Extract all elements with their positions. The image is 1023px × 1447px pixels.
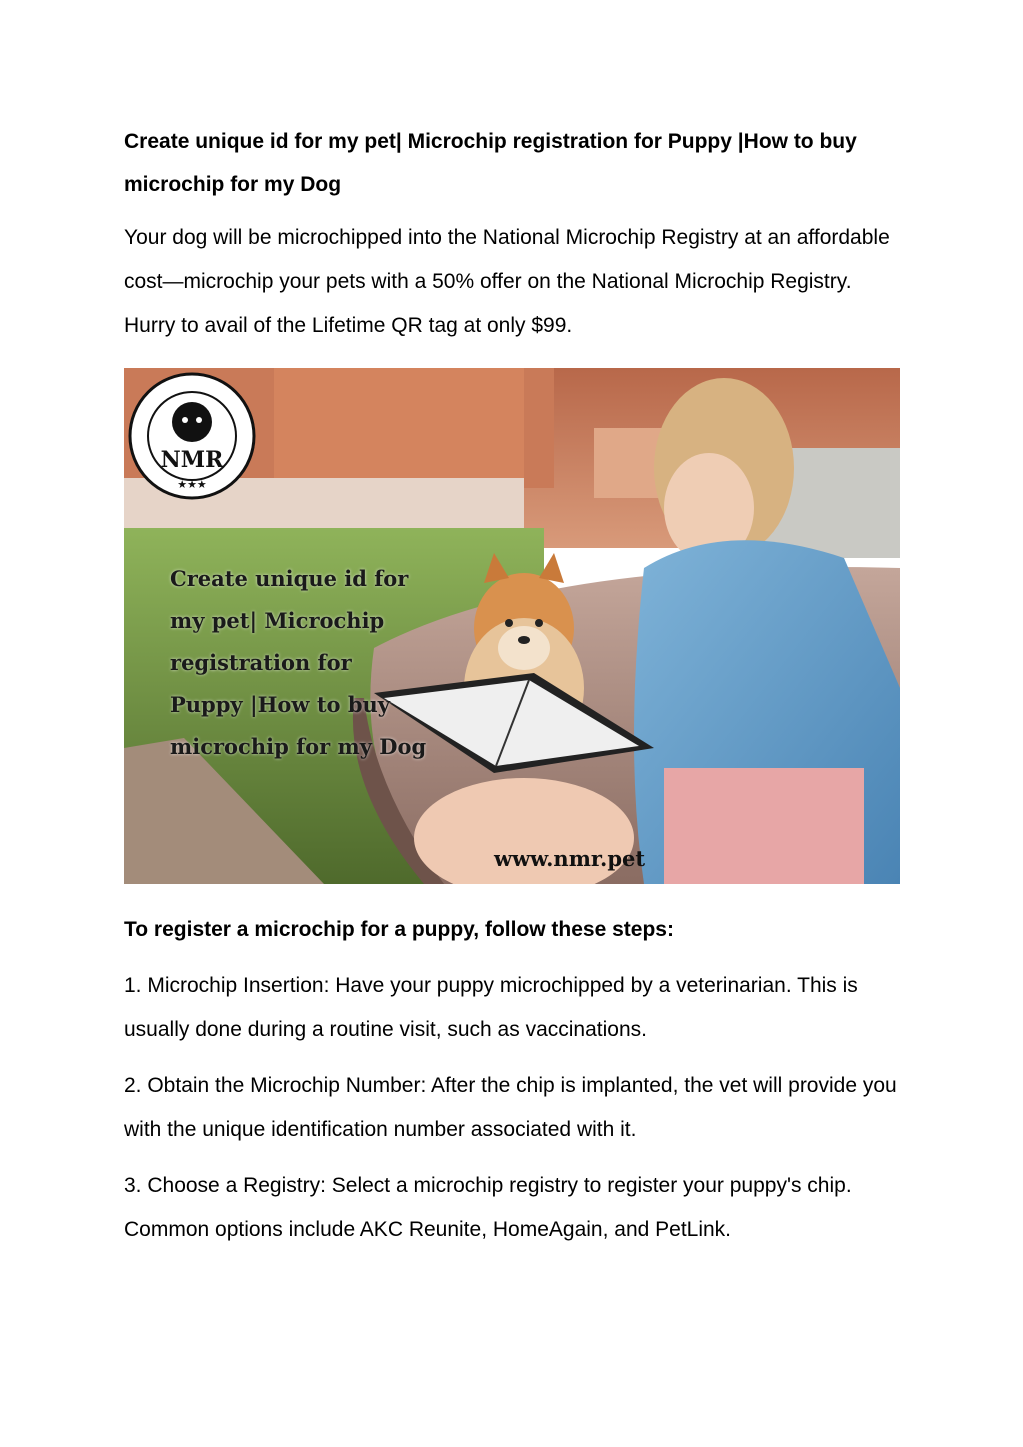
- article-title: Create unique id for my pet| Microchip registration for Puppy |How to buy microchip for my Dog: [124, 130, 857, 196]
- document-page: [124, 120, 904, 1264]
- hero-image: [124, 368, 900, 884]
- step-2: 2. Obtain the Microchip Number: After the chip is implanted, the vet will provide you with the unique identification number associated with it.: [124, 1074, 897, 1141]
- svg-text:★★★: ★★★: [177, 478, 207, 491]
- step-3: 3. Choose a Registry: Select a microchip registry to register your puppy's chip. Common options include AKC Reunite, HomeAgain, and PetLink.: [124, 1174, 852, 1241]
- intro-paragraph: Your dog will be microchipped into the National Microchip Registry at an affordable cost—microchip your pets with a 50% offer on the National Microchip Registry. Hurry to avail of the Lifetime QR tag at only $99.: [124, 226, 890, 337]
- image-website-url: www.nmr.pet: [494, 846, 646, 871]
- image-overlay-title: Create unique id for my pet| Microchip registration for Puppy |How to buy microchip for my Dog: [170, 566, 427, 759]
- svg-text:NMR: NMR: [160, 447, 224, 473]
- nmr-seal-logo: [128, 372, 256, 500]
- steps-heading: To register a microchip for a puppy, follow these steps:: [124, 918, 674, 941]
- step-1: 1. Microchip Insertion: Have your puppy microchipped by a veterinarian. This is usually done during a routine visit, such as vaccinations.: [124, 974, 858, 1041]
